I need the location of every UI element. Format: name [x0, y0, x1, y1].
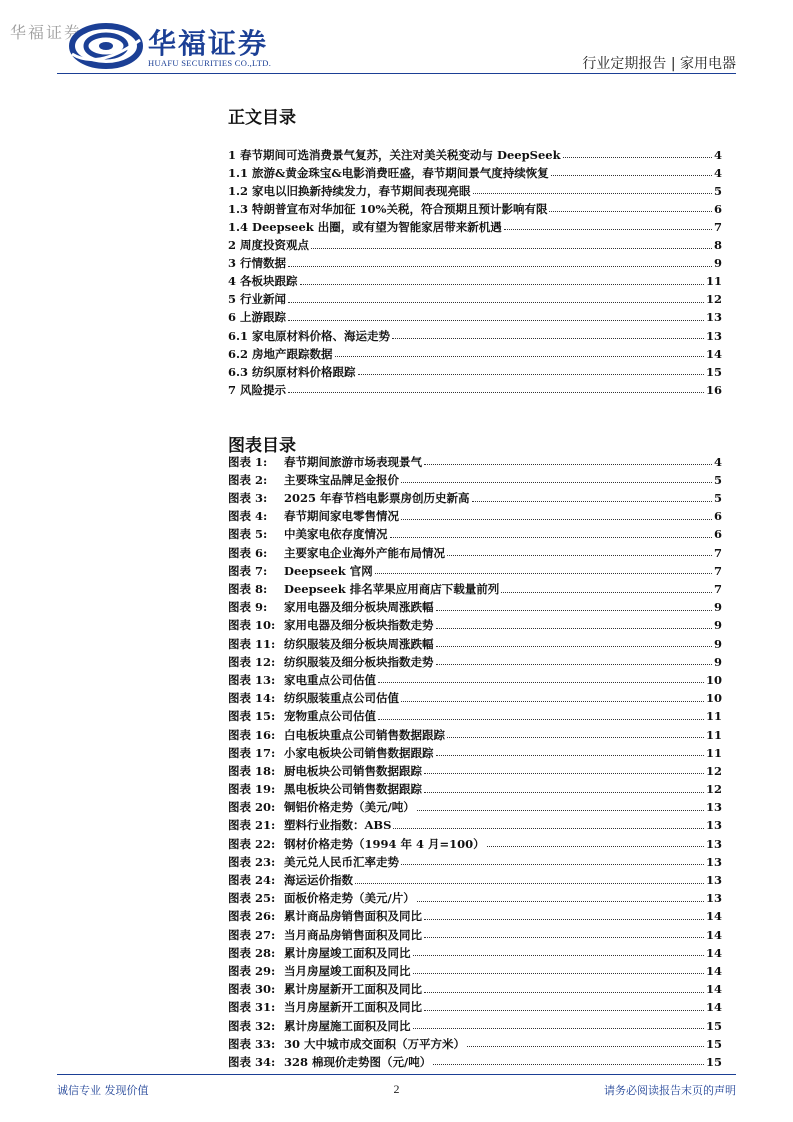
dot-leader [288, 392, 704, 393]
toc-entry-page: 9 [713, 256, 722, 271]
figure-entry-title[interactable]: 2025 年春节档电影票房创历史新高 [284, 491, 470, 506]
toc-entry-label[interactable]: 7 风险提示 [228, 382, 287, 397]
figure-entry-page: 14 [705, 909, 722, 924]
figure-entry-number: 图表 23: [228, 854, 276, 869]
dot-leader [355, 883, 704, 884]
figure-entry-label[interactable] [228, 511, 399, 523]
figure-entry[interactable] [228, 1014, 722, 1032]
figure-entry-title[interactable]: Deepseek 排名苹果应用商店下载量前列 [284, 582, 500, 596]
figure-entry-title[interactable]: 当月房屋竣工面积及同比 [284, 963, 411, 978]
figure-entry-page: 11 [705, 709, 722, 724]
toc-entry-page: 11 [705, 274, 722, 289]
figure-entry-title[interactable]: 春节期间旅游市场表现景气 [284, 454, 422, 469]
figure-entry-title[interactable]: 家用电器及细分板块指数走势 [284, 618, 434, 633]
figure-entry-page: 13 [705, 800, 722, 815]
figure-entry-page: 15 [705, 1018, 722, 1033]
toc-entry-page: 16 [705, 382, 722, 397]
toc-entry-label[interactable]: 2 周度投资观点 [228, 238, 310, 253]
figure-entry[interactable] [228, 614, 722, 632]
figure-entry[interactable] [228, 977, 722, 995]
figure-entry[interactable] [228, 559, 722, 577]
dot-leader [401, 482, 712, 483]
figure-entry-label[interactable] [228, 563, 373, 578]
figure-entry-label[interactable] [228, 945, 411, 960]
figure-entry-number: 图表 33: [228, 1036, 276, 1051]
toc-entry-label[interactable]: 1.1 旅游&黄金珠宝&电影消费旺盛，春节期间景气度持续恢复 [228, 165, 549, 180]
dot-leader [424, 464, 712, 465]
figure-entry-number: 图表 24: [228, 873, 276, 887]
toc-entry-page: 5 [713, 183, 722, 198]
figure-entry[interactable] [228, 941, 722, 959]
figure-entry-number: 图表 8: [228, 582, 268, 596]
toc-title: 正文目录 [228, 108, 296, 128]
figure-entry-label[interactable] [228, 654, 434, 669]
figure-entry-label[interactable] [228, 1018, 411, 1033]
figure-entry-number: 图表 14: [228, 691, 276, 706]
figure-entry-title[interactable]: 宠物重点公司估值 [284, 709, 376, 724]
figure-entry-number: 图表 21: [228, 818, 276, 833]
figure-entry-title[interactable]: 春节期间家电零售情况 [284, 509, 399, 524]
toc-entry-page: 6 [713, 201, 722, 216]
toc-entry[interactable] [228, 197, 722, 215]
figure-entry-number: 图表 31: [228, 1000, 276, 1015]
figure-entry-number: 图表 17: [228, 745, 276, 760]
figure-entry-label[interactable] [228, 636, 434, 651]
figure-entry-page: 11 [705, 727, 722, 742]
figure-entry-page: 7 [713, 545, 722, 560]
figure-entry-title[interactable]: 累计商品房销售面积及同比 [284, 909, 422, 924]
dot-leader [424, 792, 704, 793]
figure-entry-title[interactable]: 铜铝价格走势（美元/吨） [284, 800, 415, 815]
toc-entry-page: 14 [705, 346, 722, 361]
dot-leader [549, 211, 712, 212]
figure-entry-page: 14 [705, 927, 722, 942]
figure-entry-number: 图表 2: [228, 472, 268, 487]
figure-entry-title[interactable]: 家电重点公司估值 [284, 672, 376, 687]
figure-entry-number: 图表 13: [228, 672, 276, 687]
toc-entry-label[interactable]: 6 上游跟踪 [228, 310, 287, 325]
figure-entry[interactable] [228, 468, 722, 486]
figure-entry-label[interactable] [228, 745, 434, 760]
figure-entry[interactable] [228, 596, 722, 614]
figure-entry[interactable] [228, 796, 722, 814]
figure-entry-page: 6 [713, 509, 722, 524]
figure-entry[interactable] [228, 632, 722, 650]
dot-leader [390, 537, 712, 538]
toc-entry[interactable] [228, 179, 722, 197]
figure-entry-label[interactable] [228, 963, 411, 978]
figure-entry-number: 图表 27: [228, 927, 276, 942]
figure-entry-label[interactable] [228, 454, 422, 469]
dot-leader [436, 646, 712, 647]
brand-name-cn: 华福证券 [148, 27, 269, 60]
figure-entry[interactable] [228, 541, 722, 559]
toc-entry-label[interactable]: 3 行情数据 [228, 256, 287, 271]
figure-entry-title[interactable]: 塑料行业指数：ABS [284, 818, 392, 833]
figure-entry-label[interactable] [228, 602, 434, 614]
dot-leader [300, 284, 704, 285]
figure-entry-number: 图表 26: [228, 909, 276, 924]
toc-entry[interactable] [228, 143, 722, 161]
figure-entry-label[interactable] [228, 763, 422, 778]
figure-entry-page: 12 [705, 763, 722, 778]
dot-leader [401, 864, 704, 865]
dot-leader [447, 737, 704, 738]
figure-entry-title[interactable]: 面板价格走势（美元/片） [284, 891, 415, 906]
dot-leader [433, 1064, 704, 1065]
dot-leader [413, 955, 704, 956]
header-divider [57, 73, 736, 74]
figure-entry-label[interactable] [228, 820, 391, 832]
figure-entry-number: 图表 20: [228, 800, 276, 815]
figure-entry-page: 13 [705, 873, 722, 887]
figure-entry[interactable] [228, 832, 722, 850]
figure-entry-number: 图表 1: [228, 454, 268, 469]
figure-entry-number: 图表 7: [228, 563, 268, 578]
figure-entry-label[interactable] [228, 472, 399, 487]
figure-entry-title[interactable]: 美元兑人民币汇率走势 [284, 854, 399, 869]
toc-entry-page: 4 [713, 147, 722, 162]
figure-entry-page: 9 [713, 600, 722, 615]
figure-entry[interactable] [228, 1050, 722, 1068]
dot-leader [417, 810, 704, 811]
figure-entry-title[interactable]: 累计房屋竣工面积及同比 [284, 945, 411, 960]
report-type: 行业定期报告 | 家用电器 [582, 56, 736, 72]
dot-leader [424, 1010, 704, 1011]
dot-leader [473, 193, 712, 194]
figure-entry[interactable] [228, 668, 722, 686]
figure-entry-title[interactable]: 30 大中城市成交面积（万平方米） [284, 1036, 466, 1051]
figure-entry-page: 14 [705, 982, 722, 997]
figure-entry-label[interactable] [228, 893, 415, 905]
figure-entry-number: 图表 12: [228, 654, 276, 669]
figure-entry-number: 图表 34: [228, 1054, 276, 1069]
toc-entry-label[interactable]: 1 春节期间可选消费景气复苏，关注对美关税变动与 DeepSeek [228, 147, 561, 162]
toc-entry-label[interactable]: 6.1 家电原材料价格、海运走势 [228, 328, 391, 343]
toc-entry-page: 4 [713, 165, 722, 180]
figure-entry-page: 10 [705, 672, 722, 687]
toc-entry[interactable] [228, 378, 722, 396]
toc-entry[interactable] [228, 288, 722, 306]
figure-entry-label[interactable] [228, 911, 422, 923]
figure-entry-label[interactable] [228, 927, 422, 942]
page-number: 2 [393, 1082, 400, 1096]
figure-entry-page: 5 [713, 491, 722, 506]
dot-leader [413, 1028, 704, 1029]
figure-entry[interactable] [228, 905, 722, 923]
figure-entry-page: 10 [705, 691, 722, 706]
figure-entry-title[interactable]: 主要家电企业海外产能布局情况 [284, 545, 445, 560]
figure-entry-title[interactable]: 中美家电依存度情况 [284, 527, 388, 542]
figure-entry[interactable] [228, 959, 722, 977]
dot-leader [501, 592, 712, 593]
figure-entry-title[interactable]: 纺织服装及细分板块指数走势 [284, 654, 434, 669]
figure-entry-page: 14 [705, 963, 722, 978]
dot-leader [424, 992, 704, 993]
figure-entry-title[interactable]: 小家电板块公司销售数据跟踪 [284, 745, 434, 760]
dot-leader [378, 682, 704, 683]
figure-entry-title[interactable]: 当月商品房销售面积及同比 [284, 927, 422, 942]
toc-entry-label[interactable]: 1.2 家电以旧换新持续发力，春节期间表现亮眼 [228, 183, 471, 198]
figure-entry-page: 13 [705, 854, 722, 869]
figures-list [228, 450, 722, 1068]
watermark: 华福证券 [10, 23, 83, 42]
dot-leader [487, 846, 704, 847]
toc-entry-label[interactable]: 6.2 房地产跟踪数据 [228, 346, 333, 361]
dot-leader [436, 755, 704, 756]
figure-entry[interactable] [228, 723, 722, 741]
figure-entry-number: 图表 4: [228, 509, 268, 524]
toc-entry-page: 13 [705, 328, 722, 343]
dot-leader [375, 573, 712, 574]
dot-leader [392, 338, 704, 339]
toc-entry-label[interactable]: 6.3 纺织原材料价格跟踪 [228, 364, 356, 379]
dot-leader [563, 157, 712, 158]
figure-entry[interactable] [228, 705, 722, 723]
figure-entry-label[interactable] [228, 620, 434, 632]
figure-entry-title[interactable]: 家用电器及细分板块周涨跌幅 [284, 600, 434, 615]
figure-entry-page: 13 [705, 891, 722, 906]
figure-entry[interactable] [228, 741, 722, 759]
dot-leader [447, 555, 712, 556]
dot-leader [288, 302, 704, 303]
figure-entry[interactable] [228, 1032, 722, 1050]
figure-entry-label[interactable] [228, 529, 388, 541]
figure-entry[interactable] [228, 923, 722, 941]
toc-entry[interactable] [228, 342, 722, 360]
figure-entry-title[interactable]: 黑电板块公司销售数据跟踪 [284, 782, 422, 797]
figure-entry-page: 9 [713, 636, 722, 651]
figure-entry-page: 14 [705, 1000, 722, 1015]
dot-leader [417, 901, 704, 902]
figure-entry-page: 9 [713, 654, 722, 669]
dot-leader [551, 175, 712, 176]
figure-entry-page: 6 [713, 527, 722, 542]
toc-entry[interactable] [228, 306, 722, 324]
figure-entry[interactable] [228, 868, 722, 886]
dot-leader [436, 610, 712, 611]
figure-entry-label[interactable] [228, 672, 376, 687]
dot-leader [413, 973, 704, 974]
figure-entry-title[interactable]: 海运运价指数 [284, 873, 353, 887]
figure-entry-label[interactable] [228, 1002, 422, 1014]
figure-entry-page: 12 [705, 782, 722, 797]
figure-entry-label[interactable] [228, 1036, 466, 1051]
figure-entry-label[interactable] [228, 854, 399, 869]
figure-entry-title[interactable]: 主要珠宝品牌足金报价 [284, 472, 399, 487]
figure-entry-page: 15 [705, 1036, 722, 1051]
figure-entry[interactable] [228, 850, 722, 868]
dot-leader [504, 229, 712, 230]
dot-leader [467, 1046, 704, 1047]
figure-entry-title[interactable]: 白电板块重点公司销售数据跟踪 [284, 727, 445, 742]
toc-entry-label[interactable]: 1.4 Deepseek 出圈，或有望为智能家居带来新机遇 [228, 219, 502, 234]
figure-entry[interactable] [228, 814, 722, 832]
figure-entry-label[interactable] [228, 836, 485, 851]
figure-entry-number: 图表 16: [228, 727, 276, 742]
figure-entry-label[interactable] [228, 875, 353, 887]
toc-entry[interactable] [228, 360, 722, 378]
toc-entry-page: 13 [705, 310, 722, 325]
figure-entry[interactable] [228, 450, 722, 468]
figure-entry[interactable] [228, 686, 722, 704]
toc-list [228, 143, 722, 396]
figure-entry-label[interactable] [228, 784, 422, 796]
dot-leader [436, 664, 712, 665]
toc-entry[interactable] [228, 252, 722, 270]
figure-entry-label[interactable] [228, 584, 499, 596]
figure-entry-number: 图表 9: [228, 600, 268, 615]
figure-entry-label[interactable] [228, 802, 415, 814]
logo-swoosh-icon [68, 20, 146, 72]
dot-leader [358, 374, 704, 375]
dot-leader [393, 828, 704, 829]
figure-entry-title[interactable]: 328 棉现价走势图（元/吨） [284, 1054, 432, 1069]
figure-entry-title[interactable]: 纺织服装重点公司估值 [284, 691, 399, 706]
toc-entry-page: 7 [713, 219, 722, 234]
toc-entry-label[interactable]: 4 各板块跟踪 [228, 274, 298, 289]
toc-entry[interactable] [228, 215, 722, 233]
figure-entry-number: 图表 3: [228, 491, 268, 506]
figure-entry-number: 图表 10: [228, 618, 276, 633]
figures-title: 图表目录 [228, 436, 296, 456]
figure-entry[interactable] [228, 577, 722, 595]
figure-entry-label[interactable] [228, 493, 470, 505]
figure-entry-number: 图表 28: [228, 945, 276, 960]
figure-entry-label[interactable] [228, 1054, 432, 1069]
figure-entry-number: 图表 19: [228, 782, 276, 797]
figure-entry[interactable] [228, 996, 722, 1014]
dot-leader [424, 937, 704, 938]
figure-entry-page: 9 [713, 618, 722, 633]
figure-entry[interactable] [228, 505, 722, 523]
figure-entry[interactable] [228, 650, 722, 668]
figure-entry-number: 图表 32: [228, 1018, 276, 1033]
figure-entry-page: 15 [705, 1054, 722, 1069]
figure-entry-title[interactable]: 累计房屋新开工面积及同比 [284, 982, 422, 997]
toc-entry[interactable] [228, 233, 722, 251]
toc-entry[interactable] [228, 161, 722, 179]
figure-entry-page: 7 [713, 563, 722, 578]
dot-leader [401, 701, 704, 702]
figure-entry-title[interactable]: 纺织服装及细分板块周涨跌幅 [284, 636, 434, 651]
figure-entry-label[interactable] [228, 711, 376, 723]
figure-entry-title[interactable]: 累计房屋施工面积及同比 [284, 1018, 411, 1033]
figure-entry-number: 图表 18: [228, 763, 276, 778]
dot-leader [378, 719, 704, 720]
figure-entry-number: 图表 30: [228, 982, 276, 997]
figure-entry-title[interactable]: 厨电板块公司销售数据跟踪 [284, 763, 422, 778]
toc-entry-page: 15 [705, 364, 722, 379]
figure-entry-page: 13 [705, 818, 722, 833]
dot-leader [472, 501, 712, 502]
figure-entry-number: 图表 29: [228, 963, 276, 978]
figure-entry-number: 图表 6: [228, 545, 268, 560]
figure-entry-title[interactable]: 当月房屋新开工面积及同比 [284, 1000, 422, 1015]
dot-leader [288, 266, 712, 267]
figure-entry-title[interactable]: Deepseek 官网 [284, 563, 373, 578]
footer-divider [57, 1074, 736, 1075]
dot-leader [424, 919, 704, 920]
dot-leader [335, 356, 704, 357]
figure-entry-label[interactable] [228, 984, 422, 996]
figure-entry-title[interactable]: 钢材价格走势（1994 年 4 月=100） [284, 836, 485, 851]
figure-entry-label[interactable] [228, 727, 445, 742]
toc-entry[interactable] [228, 270, 722, 288]
dot-leader [288, 320, 704, 321]
toc-entry[interactable] [228, 324, 722, 342]
figure-entry-page: 11 [705, 745, 722, 760]
brand-name-en: HUAFU SECURITIES CO.,LTD. [148, 58, 272, 68]
dot-leader [436, 628, 712, 629]
figure-entry-page: 14 [705, 945, 722, 960]
figure-entry-page: 5 [713, 472, 722, 487]
figure-entry[interactable] [228, 777, 722, 795]
footer-slogan: 诚信专业 发现价值 [57, 1084, 149, 1097]
figure-entry-number: 图表 25: [228, 891, 276, 906]
figure-entry-page: 13 [705, 836, 722, 851]
figure-entry[interactable] [228, 887, 722, 905]
toc-entry-page: 12 [705, 292, 722, 307]
figure-entry-page: 4 [713, 454, 722, 469]
figure-entry-page: 7 [713, 582, 722, 596]
toc-entry-label[interactable]: 5 行业新闻 [228, 292, 287, 307]
figure-entry-label[interactable] [228, 545, 445, 560]
figure-entry[interactable] [228, 486, 722, 504]
dot-leader [424, 773, 704, 774]
dot-leader [311, 248, 712, 249]
company-logo [68, 20, 298, 72]
figure-entry-number: 图表 22: [228, 836, 276, 851]
footer-disclaimer: 请务必阅读报告末页的声明 [604, 1084, 736, 1097]
toc-entry-label[interactable]: 1.3 特朗普宣布对华加征 10%关税，符合预期且预计影响有限 [228, 201, 548, 216]
toc-entry-page: 8 [713, 238, 722, 253]
figure-entry-number: 图表 11: [228, 636, 276, 651]
figure-entry-label[interactable] [228, 693, 399, 705]
figure-entry[interactable] [228, 759, 722, 777]
figure-entry-number: 图表 15: [228, 709, 276, 724]
dot-leader [401, 519, 712, 520]
figure-entry-number: 图表 5: [228, 527, 268, 542]
figure-entry[interactable] [228, 523, 722, 541]
